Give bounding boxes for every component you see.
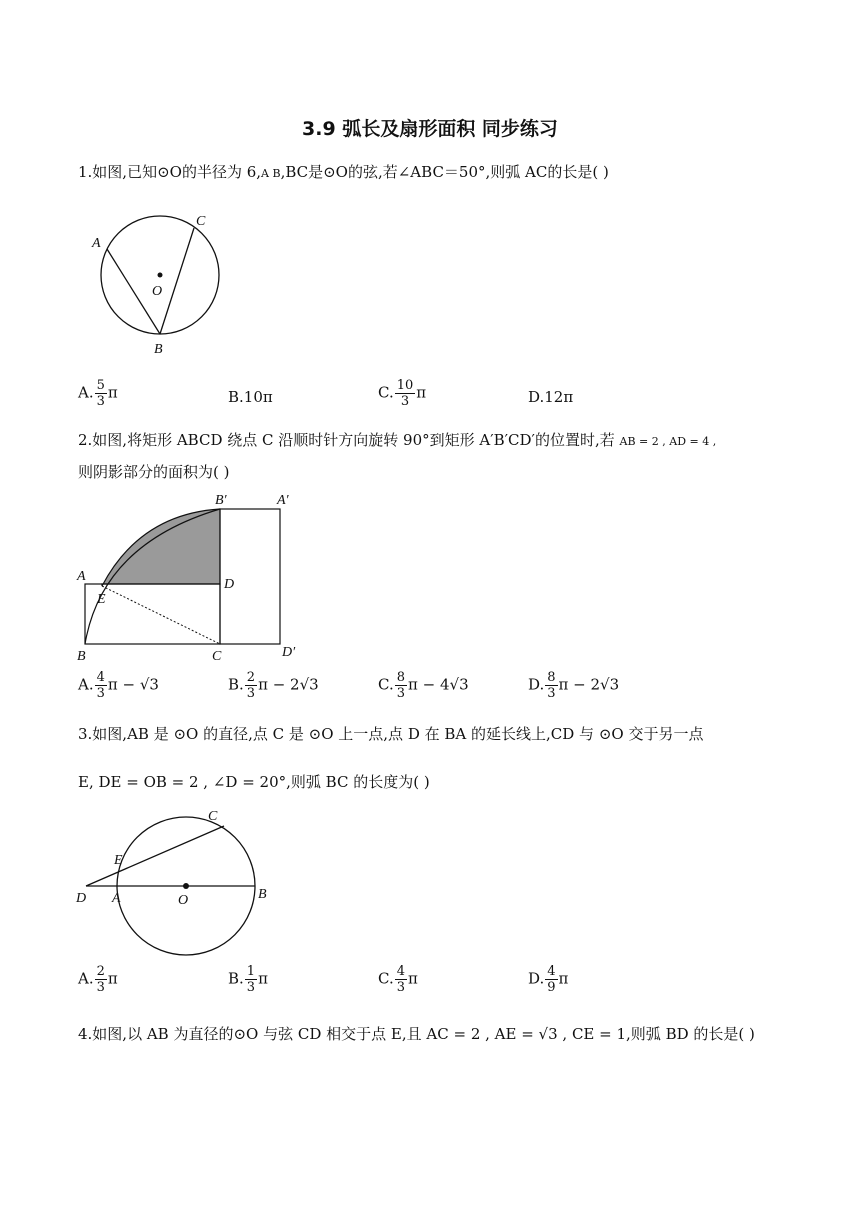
page-title: 3.9 弧长及扇形面积 同步练习 bbox=[302, 118, 558, 140]
q3-circle-figure bbox=[72, 800, 282, 960]
q1-option-c[interactable]: C. $\frac{10}{3}$ π bbox=[378, 378, 427, 409]
q2-option-d[interactable]: D. $\frac{8}{3}$ π − 2√3 bbox=[528, 670, 620, 701]
q1-label-o: O bbox=[152, 284, 163, 299]
q3-option-a[interactable]: A. $\frac{2}{3}$ π bbox=[78, 964, 118, 995]
q1-circle-figure bbox=[88, 205, 238, 360]
q3-label-d: D bbox=[76, 891, 87, 906]
q2-label-c: C bbox=[212, 649, 222, 664]
q3-label-a: A bbox=[112, 891, 121, 906]
q3-option-b[interactable]: B. $\frac{1}{3}$ π bbox=[228, 964, 268, 995]
q2-option-b[interactable]: B. $\frac{2}{3}$ π − 2√3 bbox=[228, 670, 319, 701]
q1-option-d[interactable]: D.12π bbox=[528, 388, 574, 406]
q3-label-o: O bbox=[178, 893, 189, 908]
q2-option-a[interactable]: A. $\frac{4}{3}$ π − √3 bbox=[78, 670, 159, 701]
q2-option-c[interactable]: C. $\frac{8}{3}$ π − 4√3 bbox=[378, 670, 469, 701]
q3-label-b: B bbox=[258, 887, 267, 902]
q1-label-b: B bbox=[154, 342, 163, 357]
q2-label-a: A bbox=[77, 569, 86, 584]
q2-label-d: D bbox=[224, 577, 235, 592]
question-3-line-1: 3.如图,AB 是 ⊙O 的直径,点 C 是 ⊙O 上一点,点 D 在 BA 的延长线上,CD 与 ⊙O 交于另一点 bbox=[78, 725, 704, 743]
q3-label-c: C bbox=[208, 809, 218, 824]
q2-label-b: B bbox=[77, 649, 86, 664]
q3-label-e: E bbox=[114, 853, 123, 868]
q3-option-c[interactable]: C. $\frac{4}{3}$ π bbox=[378, 964, 418, 995]
question-3-line-2: E, DE = OB = 2 , ∠D = 20°,则弧 BC 的长度为( ) bbox=[78, 773, 430, 791]
q1-option-a[interactable]: A. $\frac{5}{3}$ π bbox=[78, 378, 118, 409]
q1-option-b[interactable]: B.10π bbox=[228, 388, 273, 406]
q1-label-c: C bbox=[196, 214, 206, 229]
q2-label-e: E bbox=[97, 592, 106, 607]
question-1-text: 1.如图,已知⊙O的半径为 6,A B,BC是⊙O的弦,若∠ABC＝50°,则弧 AC的长是( ) bbox=[78, 163, 609, 181]
q2-label-b-prime: B′ bbox=[215, 493, 227, 508]
question-2-line-1: 2.如图,将矩形 ABCD 绕点 C 沿顺时针方向旋转 90°到矩形 A′B′CD′的位置时,若 AB = 2 , AD = 4 , bbox=[78, 431, 717, 449]
q2-label-a-prime: A′ bbox=[277, 493, 289, 508]
question-4-line-1: 4.如图,以 AB 为直径的⊙O 与弦 CD 相交于点 E,且 AC = 2 , AE = √3 , CE = 1,则弧 BD 的长是( ) bbox=[78, 1025, 755, 1043]
q2-label-d-prime: D′ bbox=[282, 645, 296, 660]
q2-rectangle-figure bbox=[72, 488, 312, 668]
q1-label-a: A bbox=[92, 236, 101, 251]
question-2-line-2: 则阴影部分的面积为( ) bbox=[78, 463, 230, 481]
q3-option-d[interactable]: D. $\frac{4}{9}$ π bbox=[528, 964, 569, 995]
